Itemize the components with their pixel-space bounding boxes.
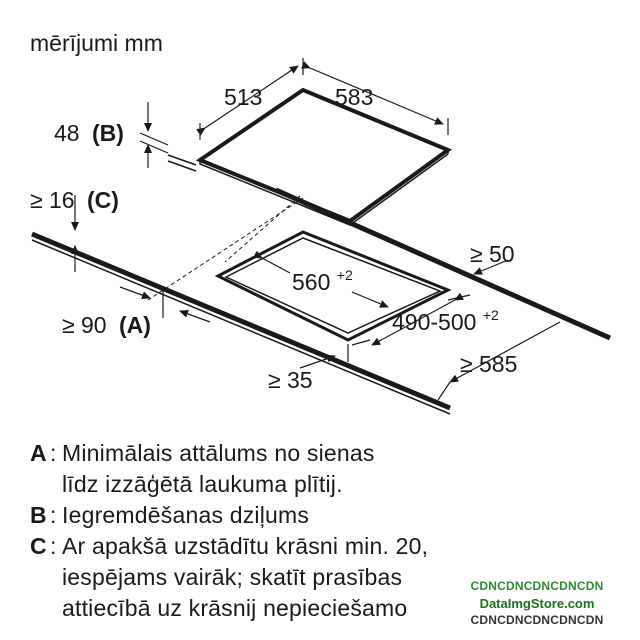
watermark-line-3: CDNCDNCDNCDNCDN — [470, 613, 604, 627]
dim-513: 513 — [224, 84, 263, 110]
legend-item-c — [30, 531, 590, 562]
watermark-line-1: CDNCDNCDNCDNCDN — [470, 579, 604, 593]
dim-490-500 — [392, 307, 499, 335]
watermark-line-2: DataImgStore.com — [479, 596, 595, 611]
dim-min35: ≥ 35 — [268, 367, 313, 393]
dim-48-key: (B) — [91, 120, 124, 146]
legend-text-b-line1: Iegremdēšanas dziļums — [62, 502, 310, 528]
dim-min16-key: (C) — [87, 187, 119, 213]
dim-48 — [54, 120, 124, 146]
hob-outline — [168, 90, 448, 225]
dimension-lines — [75, 58, 560, 400]
dim-min90-value: ≥ 90 — [62, 312, 107, 338]
legend-colon: : — [50, 533, 57, 559]
dim-560 — [292, 267, 353, 295]
dim-490-500-tolerance: +2 — [482, 307, 499, 323]
dim-560-tolerance: +2 — [336, 267, 353, 283]
legend-colon: : — [50, 502, 57, 528]
dim-583: 583 — [335, 84, 374, 110]
legend-text-c-line3: attiecībā uz krāsnij nepieciešamo — [62, 595, 408, 621]
legend-text-c-line1: Ar apakšā uzstādītu krāsni min. 20, — [62, 533, 429, 559]
dim-48-value: 48 — [54, 120, 80, 146]
legend-colon: : — [50, 440, 57, 466]
legend-text-a-line1: Minimālais attālums no sienas — [62, 440, 375, 466]
dim-490-500-value: 490-500 — [392, 309, 477, 335]
legend-key-b: B — [30, 502, 47, 528]
legend-key-c: C — [30, 533, 47, 559]
dim-min50: ≥ 50 — [470, 241, 515, 267]
legend-key-a: A — [30, 440, 47, 466]
projection-lines — [148, 196, 303, 300]
dim-560-value: 560 — [292, 269, 331, 295]
legend-text-a-line2: līdz izzāģētā laukuma plītij. — [62, 471, 343, 497]
dim-min90-key: (A) — [119, 312, 151, 338]
legend-item-b — [30, 500, 590, 531]
legend-item-a — [30, 438, 590, 469]
units-label: mērījumi mm — [30, 30, 163, 56]
dim-min585: ≥ 585 — [460, 351, 518, 377]
legend-text-c-line2: iespējams vairāk; skatīt prasības — [62, 564, 403, 590]
watermark — [452, 578, 622, 629]
dim-min16-value: ≥ 16 — [30, 187, 75, 213]
dim-min16 — [30, 187, 119, 213]
dim-min90 — [62, 312, 151, 338]
